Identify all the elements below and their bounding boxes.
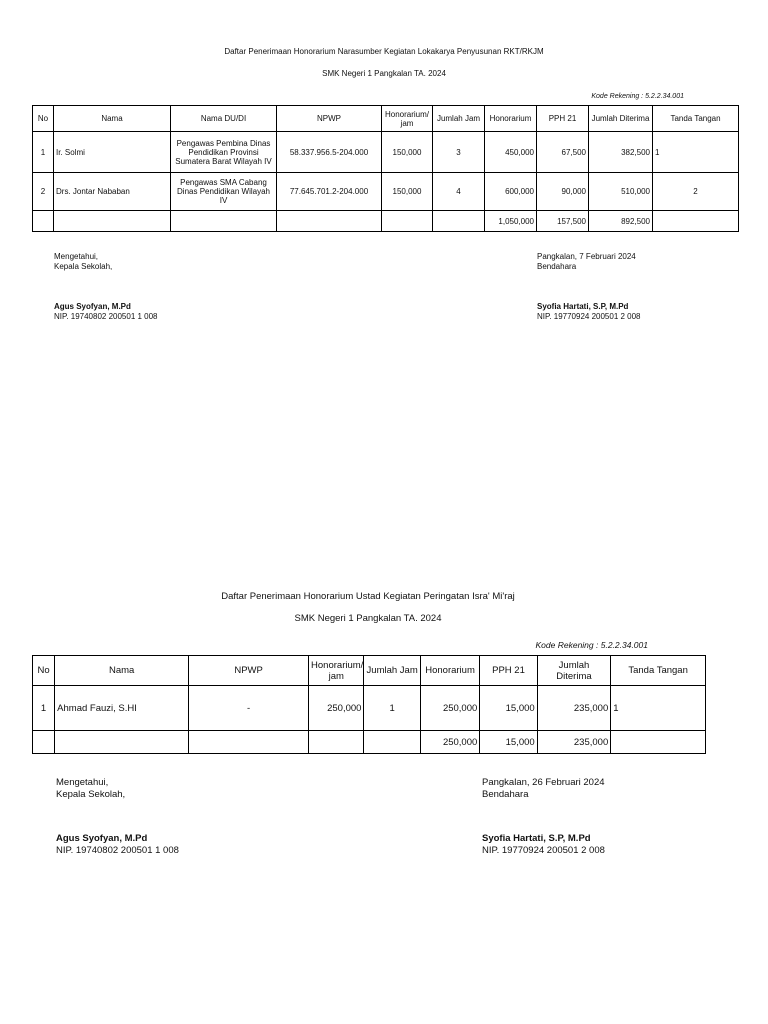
cell-npwp: 77.645.701.2-204.000 bbox=[277, 173, 382, 211]
doc2-table bbox=[32, 655, 706, 754]
doc2-sign-left-line2: Kepala Sekolah, bbox=[56, 789, 126, 800]
total-honorarium: 1,050,000 bbox=[485, 211, 537, 232]
doc1-header-row bbox=[33, 106, 739, 132]
cell-no: 1 bbox=[33, 132, 54, 173]
col-header-jumlah-jam: Jumlah Jam bbox=[433, 106, 485, 132]
total-honorarium: 250,000 bbox=[420, 731, 479, 754]
table-row bbox=[33, 686, 706, 731]
doc2-sign-right-name: Syofia Hartati, S.P, M.Pd bbox=[482, 833, 591, 844]
doc2-subtitle: SMK Negeri 1 Pangkalan TA. 2024 bbox=[294, 613, 442, 624]
doc2-kode-rekening: Kode Rekening : 5.2.2.34.001 bbox=[535, 640, 648, 650]
doc1-total-row bbox=[33, 211, 739, 232]
col-header-jumlah-diterima: Jumlah Diterima bbox=[537, 656, 611, 686]
col-header-jumlah-diterima: Jumlah Diterima bbox=[589, 106, 653, 132]
cell-pph21: 15,000 bbox=[480, 686, 537, 731]
doc1-sign-left-name: Agus Syofyan, M.Pd bbox=[54, 302, 131, 311]
doc2-sign-left-line1: Mengetahui, bbox=[56, 777, 109, 788]
col-header-npwp: NPWP bbox=[277, 106, 382, 132]
cell-honorarium: 450,000 bbox=[485, 132, 537, 173]
doc2-total-row bbox=[33, 731, 706, 754]
col-header-tanda-tangan: Tanda Tangan bbox=[611, 656, 706, 686]
cell-pph21: 67,500 bbox=[537, 132, 589, 173]
cell-pph21: 90,000 bbox=[537, 173, 589, 211]
col-header-honorarium: Honorarium bbox=[485, 106, 537, 132]
col-header-pph21: PPH 21 bbox=[537, 106, 589, 132]
col-header-nama-dudi: Nama DU/DI bbox=[171, 106, 277, 132]
doc2-sign-right-line1: Pangkalan, 26 Februari 2024 bbox=[482, 777, 605, 788]
col-header-tanda-tangan: Tanda Tangan bbox=[653, 106, 739, 132]
doc1-sign-left-line1: Mengetahui, bbox=[54, 252, 99, 261]
doc1-sign-right-nip: NIP. 19770924 200501 2 008 bbox=[537, 312, 641, 321]
doc2-sign-left-nip: NIP. 19740802 200501 1 008 bbox=[56, 845, 179, 856]
cell-jumlah-diterima: 510,000 bbox=[589, 173, 653, 211]
cell-nama: Ahmad Fauzi, S.HI bbox=[55, 686, 189, 731]
doc1-sign-left-nip: NIP. 19740802 200501 1 008 bbox=[54, 312, 158, 321]
doc1-kode-rekening: Kode Rekening : 5.2.2.34.001 bbox=[591, 93, 684, 100]
doc2-title: Daftar Penerimaan Honorarium Ustad Kegiatan Peringatan Isra' Mi'raj bbox=[221, 591, 515, 602]
cell-nama-dudi: Pengawas Pembina Dinas Pendidikan Provinsi Sumatera Barat Wilayah IV bbox=[171, 132, 277, 173]
cell-nama: Drs. Jontar Nababan bbox=[54, 173, 171, 211]
cell-jumlah-diterima: 235,000 bbox=[537, 686, 611, 731]
col-header-nama: Nama bbox=[54, 106, 171, 132]
col-header-nama: Nama bbox=[55, 656, 189, 686]
cell-honorarium-jam: 150,000 bbox=[382, 132, 433, 173]
cell-jumlah-jam: 3 bbox=[433, 132, 485, 173]
doc2-sign-right-line2: Bendahara bbox=[482, 789, 529, 800]
cell-honorarium: 250,000 bbox=[420, 686, 479, 731]
doc1-title: Daftar Penerimaan Honorarium Narasumber Kegiatan Lokakarya Penyusunan RKT/RKJM bbox=[224, 47, 544, 56]
col-header-npwp: NPWP bbox=[189, 656, 309, 686]
cell-nama-dudi: Pengawas SMA Cabang Dinas Pendidikan Wilayah IV bbox=[171, 173, 277, 211]
cell-tanda-tangan: 1 bbox=[611, 686, 706, 731]
cell-nama: Ir. Solmi bbox=[54, 132, 171, 173]
cell-honorarium: 600,000 bbox=[485, 173, 537, 211]
doc1-sign-right-name: Syofia Hartati, S.P, M.Pd bbox=[537, 302, 629, 311]
cell-npwp: - bbox=[189, 686, 309, 731]
col-header-honorarium-jam: Honorarium/ jam bbox=[382, 106, 433, 132]
cell-honorarium-jam: 150,000 bbox=[382, 173, 433, 211]
doc1-sign-left-line2: Kepala Sekolah, bbox=[54, 262, 113, 271]
table-row bbox=[33, 173, 739, 211]
col-header-jumlah-jam: Jumlah Jam bbox=[364, 656, 420, 686]
doc2-sign-left-name: Agus Syofyan, M.Pd bbox=[56, 833, 148, 844]
col-header-no: No bbox=[33, 656, 55, 686]
cell-tanda-tangan: 1 bbox=[653, 132, 739, 173]
cell-npwp: 58.337.956.5-204.000 bbox=[277, 132, 382, 173]
cell-jumlah-jam: 4 bbox=[433, 173, 485, 211]
doc1-table bbox=[32, 105, 739, 232]
col-header-no: No bbox=[33, 106, 54, 132]
cell-no: 1 bbox=[33, 686, 55, 731]
cell-jumlah-diterima: 382,500 bbox=[589, 132, 653, 173]
doc1-subtitle: SMK Negeri 1 Pangkalan TA. 2024 bbox=[322, 69, 446, 78]
doc2-header-row bbox=[33, 656, 706, 686]
total-pph21: 15,000 bbox=[480, 731, 537, 754]
doc2-sign-right-nip: NIP. 19770924 200501 2 008 bbox=[482, 845, 605, 856]
cell-jumlah-jam: 1 bbox=[364, 686, 420, 731]
total-jumlah-diterima: 892,500 bbox=[589, 211, 653, 232]
table-row bbox=[33, 132, 739, 173]
col-header-pph21: PPH 21 bbox=[480, 656, 537, 686]
total-pph21: 157,500 bbox=[537, 211, 589, 232]
doc1-sign-right-line2: Bendahara bbox=[537, 262, 577, 271]
doc1-sign-right-line1: Pangkalan, 7 Februari 2024 bbox=[537, 252, 636, 261]
col-header-honorarium: Honorarium bbox=[420, 656, 479, 686]
col-header-honorarium-jam: Honorarium/ jam bbox=[309, 656, 364, 686]
cell-no: 2 bbox=[33, 173, 54, 211]
cell-honorarium-jam: 250,000 bbox=[309, 686, 364, 731]
cell-tanda-tangan: 2 bbox=[653, 173, 739, 211]
total-jumlah-diterima: 235,000 bbox=[537, 731, 611, 754]
